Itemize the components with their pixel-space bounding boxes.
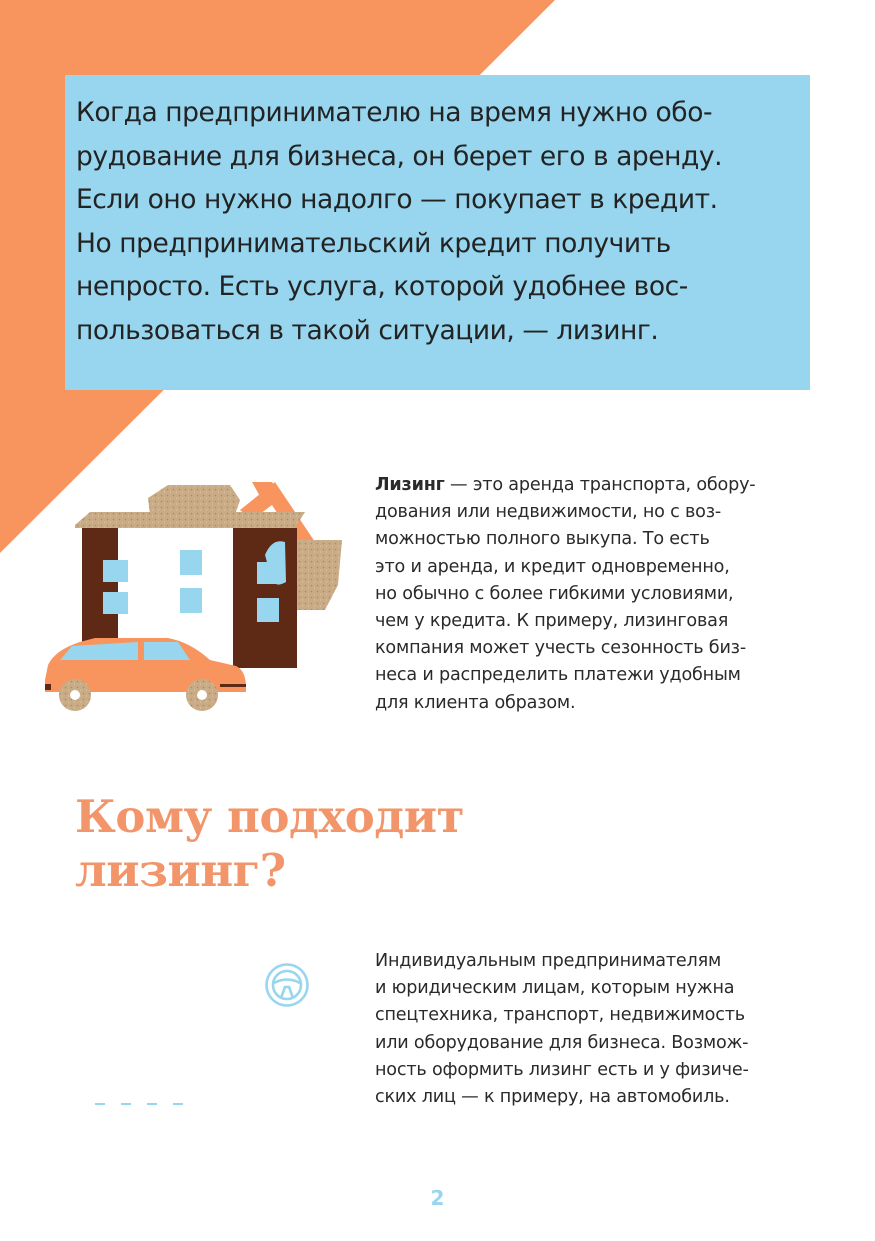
dashed-divider (95, 1098, 195, 1110)
building-car-excavator-illustration (40, 470, 350, 720)
who-suits-text: Индивидуальным предпринимателям и юридическим лицам, которым нужна спецтехника, транспорт, недвижимость или оборудование для бизнеса. Возмож- ность оформить лизинг есть и у физиче- ских лиц — к примеру, на автомобиль. (375, 951, 749, 1108)
steering-wheel-icon (264, 962, 310, 1008)
leasing-definition (375, 472, 825, 717)
intro-text: Когда предпринимателю на время нужно обо- рудование для бизнеса, он берет его в аренду. Если оно нужно надолго — покупает в кредит. Но предпринимательский кредит получить непросто. Есть услуга, которой удобнее вос- пользоваться в такой ситуации, — лизинг. (76, 97, 723, 346)
section-heading: Кому подходит лизинг? (75, 790, 465, 897)
car-illustration (45, 638, 246, 711)
intro-callout-box (65, 75, 810, 390)
leasing-definition-body: — это аренда транспорта, обору- дования или недвижимости, но с воз- можностью полного выкупа. То есть это и аренда, и кредит одновременно, но обычно с более гибкими условиями, чем у кредита. К примеру, лизинговая компания может учесть сезонность биз- неса и распределить платежи удобным для клиента образом. (375, 475, 756, 713)
leasing-term: Лизинг (375, 475, 445, 495)
page-number: 2 (430, 1186, 445, 1210)
